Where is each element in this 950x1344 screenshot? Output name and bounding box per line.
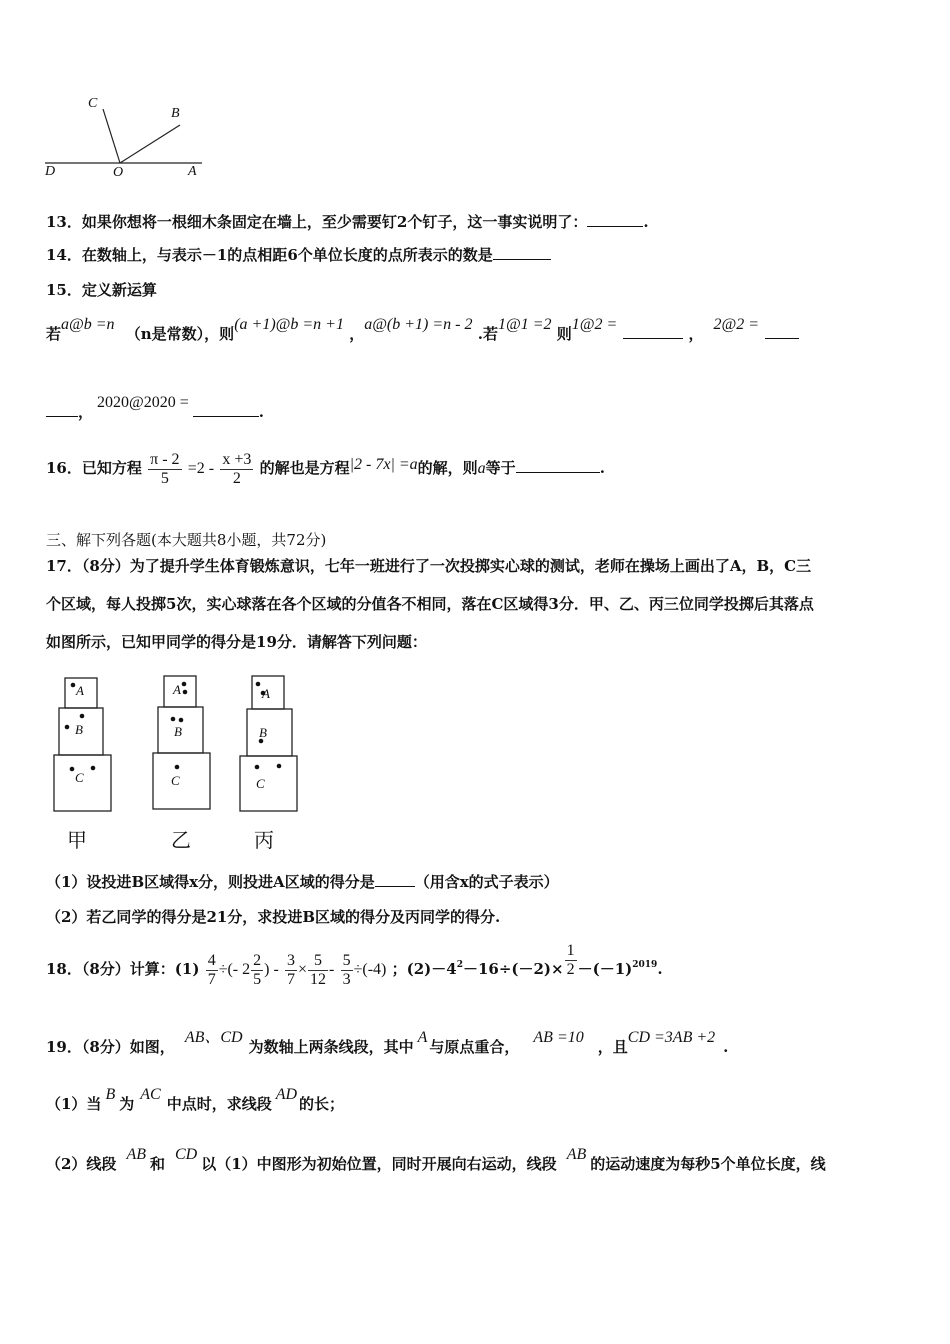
question-13	[46, 212, 649, 232]
q13-end: .	[643, 213, 649, 231]
q13-blank	[587, 212, 643, 227]
q18-f5d: 3	[342, 970, 351, 988]
q18-op1: ÷(- 2	[218, 961, 251, 978]
question-17-line3: 如图所示，已知甲同学的得分是19分．请解答下列问题：	[46, 633, 427, 651]
yi-c: C	[171, 773, 180, 788]
jia-b: B	[75, 722, 83, 737]
q16-frac2-den: 2	[232, 469, 241, 487]
q18-part2-a: ；(2)－4	[391, 960, 457, 978]
q19-sub1-d: 的长；	[299, 1095, 345, 1113]
jia-c: C	[75, 770, 84, 785]
q19-sub2-a: （2）线段	[46, 1155, 117, 1173]
label-bing: 丙	[254, 828, 274, 852]
q18-f1d: 7	[207, 970, 216, 988]
bing-b: B	[259, 725, 267, 740]
q19-end: .	[723, 1038, 729, 1056]
q14-blank	[493, 245, 551, 260]
question-16	[46, 448, 605, 489]
bing-c: C	[256, 776, 265, 791]
label-d: D	[45, 164, 56, 179]
label-b: B	[171, 106, 180, 121]
ray-ob	[120, 125, 180, 163]
q18-f2n: 2	[253, 951, 262, 969]
q18-f1n: 4	[207, 951, 216, 969]
q18-frac3	[285, 952, 297, 989]
q19-sub1-a: （1）当	[46, 1095, 102, 1113]
q16-end: .	[599, 459, 605, 477]
q15-expr3: a@(b +1) =n - 2	[364, 316, 473, 333]
q16-var-a: a	[477, 460, 486, 477]
label-c: C	[88, 96, 98, 111]
q18-exp2: 2	[456, 960, 463, 970]
q16-prefix: 16．已知方程	[46, 459, 142, 477]
q13-text: 13．如果你想将一根细木条固定在墙上，至少需要钉2个钉子，这一事实说明了：	[46, 213, 588, 231]
yi-a: A	[173, 682, 181, 697]
q15-expr2: (a +1)@b =n +1	[234, 316, 344, 333]
label-a: A	[188, 164, 197, 179]
q18-f2d: 5	[253, 970, 262, 988]
q16-frac2-num: x +3	[222, 450, 252, 468]
question-17-sub2: （2）若乙同学的得分是21分，求投进B区域的得分及丙同学的得分.	[46, 908, 501, 926]
label-jia: 甲	[67, 828, 87, 852]
q16-frac1	[148, 451, 181, 488]
q15-note: （n是常数），则	[125, 325, 235, 343]
q19-AB2: AB	[566, 1146, 587, 1163]
q18-exp2019: 2019	[632, 960, 658, 970]
q15-blank2	[765, 324, 799, 339]
q19-ab-cd: AB、CD	[184, 1029, 243, 1046]
q15-ze: 则	[556, 325, 572, 343]
q19-A: A	[417, 1029, 428, 1046]
q19-CD1: CD	[175, 1146, 198, 1163]
q15-comma3: ，	[78, 403, 94, 421]
q19-sub2-b: 和	[149, 1155, 165, 1173]
q16-mid: =2 -	[187, 460, 215, 477]
label-o: O	[113, 165, 124, 180]
q15-end: .	[258, 403, 265, 421]
q16-text4: 等于	[485, 459, 516, 477]
q15-ruo: 若	[46, 325, 62, 343]
question-15-title: 15．定义新运算	[46, 281, 157, 299]
q17-sub1-tail: （用含x的式子表示）	[414, 873, 559, 891]
q15-expr4: 1@1 =2	[497, 316, 552, 333]
q19-AC: AC	[140, 1086, 161, 1103]
q19-sub1-b: 为	[119, 1095, 135, 1113]
q16-blank	[516, 458, 600, 473]
question-14	[46, 245, 551, 265]
question-17-sub1	[46, 872, 559, 892]
ray-oc	[103, 109, 120, 163]
q19-B: B	[105, 1086, 116, 1103]
question-15-line1	[46, 316, 799, 345]
q15-expr6: 2@2 =	[713, 316, 760, 333]
figure-yi	[153, 676, 210, 809]
question-19	[46, 1029, 729, 1058]
q15-expr1: a@b =n	[61, 316, 115, 333]
question-17-line1: 17．（8分）为了提升学生体育锻炼意识，七年一班进行了一次投掷实心球的测试，老师在操场上画出了A，B，C三	[46, 557, 812, 575]
q18-op5: ÷(-4)	[353, 961, 387, 978]
q18-f4d: 12	[310, 970, 327, 988]
jia-a: A	[76, 683, 84, 698]
q19-ab10: AB =10	[533, 1029, 584, 1046]
q19-cd-expr: CD =3AB +2	[627, 1029, 716, 1046]
angle-figure	[40, 95, 210, 185]
yi-b: B	[174, 724, 182, 739]
q18-part2-c: －(－1)	[577, 960, 633, 978]
q19-AD: AD	[275, 1086, 298, 1103]
q18-f5n: 5	[342, 951, 351, 969]
q16-abs-expr: |2 - 7x| =a	[349, 456, 418, 473]
q19-text1: 为数轴上两条线段，其中	[248, 1038, 414, 1056]
q19-sub2-c: 以（1）中图形为初始位置，同时开展向右运动，线段	[201, 1155, 557, 1173]
q19-sub1-c: 中点时，求线段	[166, 1095, 272, 1113]
question-15-line2	[46, 394, 265, 423]
q19-text2: 与原点重合，	[429, 1038, 520, 1056]
question-17-line2: 个区域，每人投掷5次，实心球落在各个区域的分值各不相同，落在C区域得3分．甲、乙、丙三位同学投掷后其落点	[46, 595, 814, 613]
section-3-title: 三、解下列各题(本大题共8小题，共72分)	[46, 531, 327, 549]
q18-frac2	[251, 952, 263, 989]
q15-expr7: 2020@2020 =	[97, 394, 189, 411]
q14-text: 14．在数轴上，与表示－1的点相距6个单位长度的点所表示的数是	[46, 246, 493, 264]
q15-expr5: 1@2 =	[571, 316, 618, 333]
q18-frac1	[206, 952, 218, 989]
q16-frac2	[220, 451, 253, 488]
q17-sub1-text: （1）设投进B区域得x分，则投进A区域的得分是	[46, 873, 375, 891]
q19-prefix: 19．（8分）如图，	[46, 1038, 175, 1056]
q16-frac1-den: 5	[160, 469, 169, 487]
q18-f6n: 1	[566, 941, 575, 959]
q16-text3: 的解，则	[417, 459, 478, 477]
q19-AB1: AB	[126, 1146, 146, 1163]
q19-text3: ，且	[597, 1038, 628, 1056]
label-yi: 乙	[171, 828, 191, 852]
q18-f3d: 7	[287, 970, 296, 988]
q15-comma2: ，	[688, 325, 704, 343]
q18-prefix: 18．（8分）计算：(1)	[46, 960, 200, 978]
question-19-sub2	[46, 1146, 826, 1175]
question-19-sub1	[46, 1086, 345, 1115]
bing-a: A	[262, 686, 270, 701]
q16-text2: 的解也是方程	[259, 459, 350, 477]
q18-frac4	[308, 952, 328, 989]
q18-op4: -	[329, 961, 335, 978]
q18-end: .	[657, 960, 663, 978]
q15-blank3	[193, 402, 259, 417]
q18-op3: ×	[298, 961, 308, 978]
q15-blank1	[623, 324, 683, 339]
q15-blank2-cont	[46, 402, 78, 417]
q18-part2-b: －16÷(－2)×	[462, 960, 564, 978]
q18-f4n: 5	[308, 952, 328, 971]
question-18	[46, 941, 663, 993]
q15-comma1: ，	[349, 325, 365, 343]
q19-sub2-d: 的运动速度为每秒5个单位长度，线	[590, 1155, 826, 1173]
q16-frac1-num: π - 2	[150, 450, 180, 468]
q18-frac5	[341, 952, 353, 989]
q18-frac6	[565, 942, 577, 979]
q18-f3n: 3	[287, 951, 296, 969]
q17-sub1-blank	[375, 872, 415, 887]
q15-ruo2: .若	[477, 325, 498, 343]
q18-f6d: 2	[566, 960, 575, 978]
q18-op2: ) -	[264, 961, 279, 978]
